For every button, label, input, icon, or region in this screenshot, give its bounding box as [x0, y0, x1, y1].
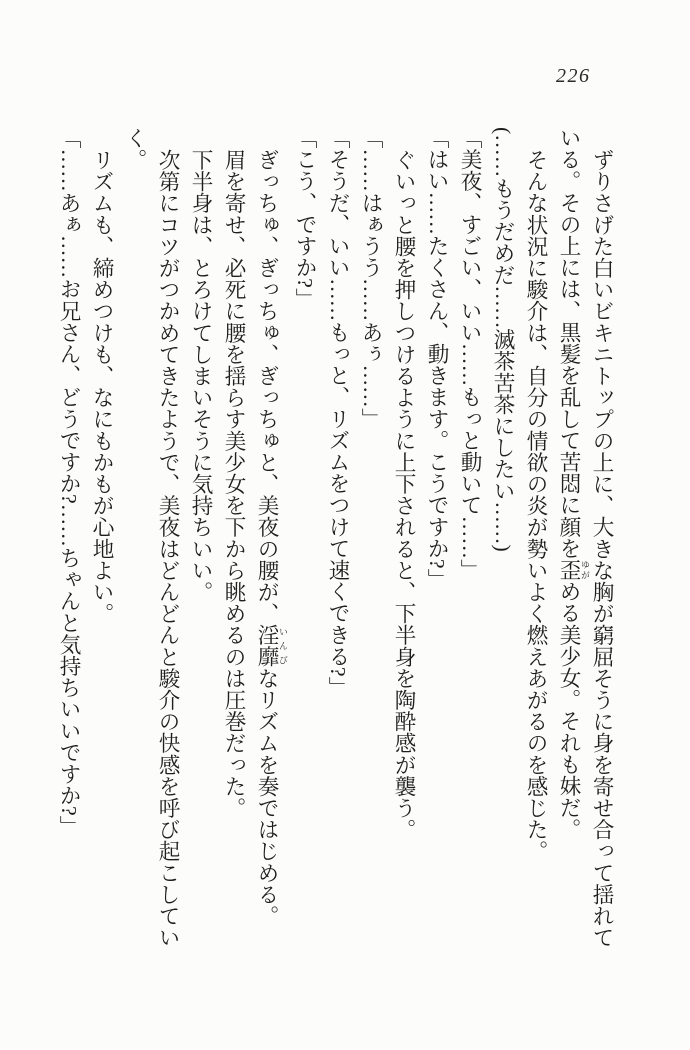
paragraph: 「……あぁ……お兄さん、どうですか?……ちゃんと気持ちいいですか?」 — [57, 127, 81, 838]
ruby-annotation: 淫靡 いんび — [255, 623, 288, 667]
text-block — [57, 127, 618, 957]
paragraph: ぐいっと腰を押しつけるように上下されると、下半身を陶酔感が襲う。 — [392, 148, 416, 840]
paragraph: 「そうだ、いい……もっと、リズムをつけて速くできる?」 — [326, 127, 350, 699]
paragraph: 眉を寄せ、必死に腰を揺らす美少女を下から眺めるのは圧巻だった。 — [222, 148, 246, 819]
paragraph: ぎっちゅ、ぎっちゅ、ぎっちゅと、美夜の腰が、淫靡 いんびなリズムを奏ではじめる。 — [255, 148, 288, 927]
paragraph: 「美夜、すごい、いい……もっと動いて……」 — [458, 127, 482, 581]
paragraph: 下半身は、とろけてしまいそうに気持ちいい。 — [189, 148, 213, 603]
paragraph: そんな状況に駿介は、自分の情欲の炎が勢いよく燃えあがるのを感じた。 — [524, 148, 548, 862]
paragraph: 「こう、ですか?」 — [293, 127, 317, 310]
paragraph: 「はい……たくさん、動きます。こうですか?」 — [425, 127, 449, 591]
paragraph: (……もうだめだ……滅茶苦茶にしたい……) — [491, 127, 515, 552]
paragraph: ずりさげた白いビキニトップの上に、大きな胸が窮屈そうに身を寄せ合って揺れている。その上には、黒髪を乱して苦悶に顔を歪 ゆがめる美少女。それも妹だ。 — [557, 127, 614, 948]
paragraph: 「……はぁうう……あぅ……」 — [359, 127, 383, 430]
paragraph: リズムも、締めつけも、なにもかもが心地よい。 — [90, 148, 114, 624]
page-number: 226 — [556, 65, 591, 87]
ruby-annotation: 歪 ゆが — [557, 559, 590, 581]
paragraph: 次第にコツがつかめてきたようで、美夜はどんどんと駿介の快感を呼び起こしていく。 — [123, 127, 180, 948]
